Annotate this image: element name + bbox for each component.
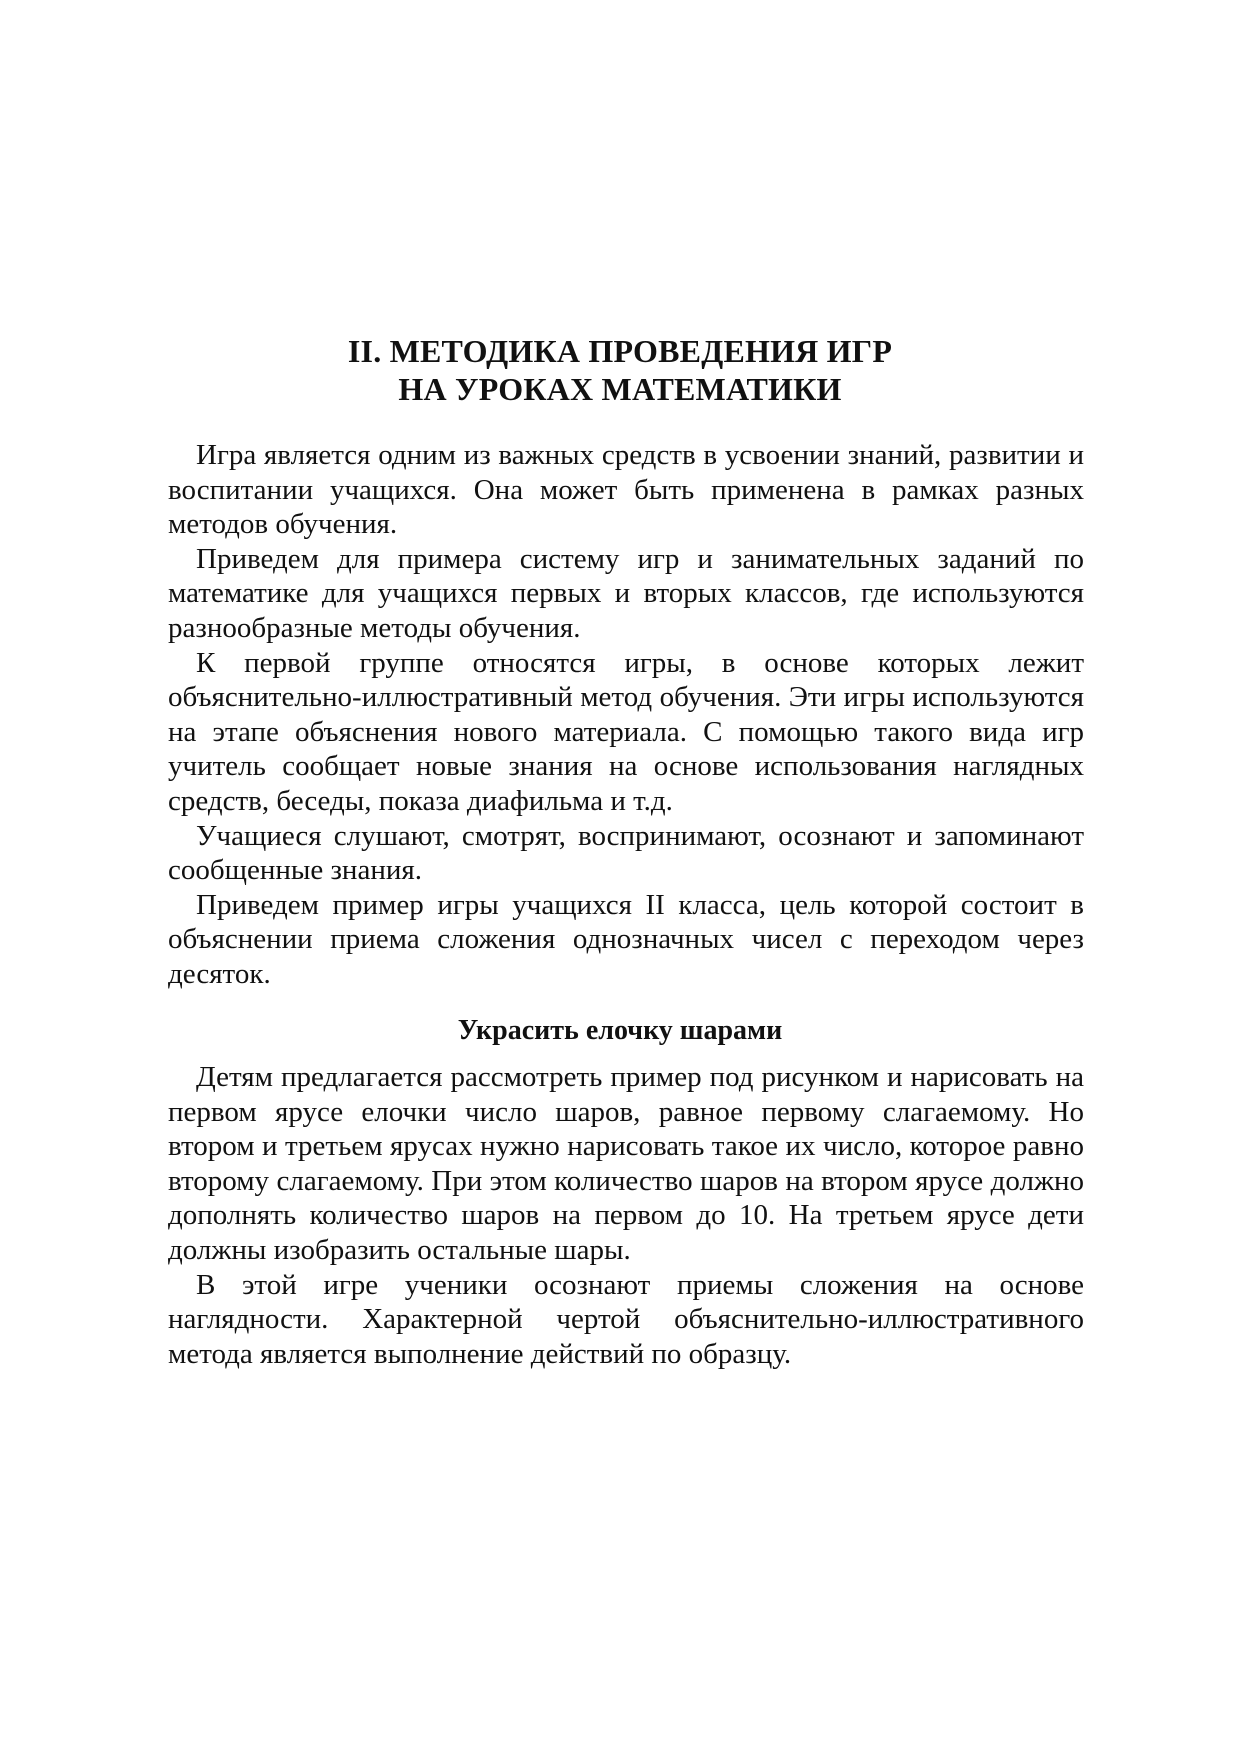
paragraph: Приведем для примера систему игр и занимательных заданий по математике для учащихся первых и вторых классов, где используются разнообразные методы обучения. xyxy=(168,542,1084,644)
paragraph: Детям предлагается рассмотреть пример под рисунком и нарисовать на первом ярусе елочки число шаров, равное первому слагаемому. Но втором и третьем ярусах нужно нарисовать такое их число, которое равно второму слагаемому. При этом количество шаров на втором ярусе должно дополнять количество шаров на первом до 10. На третьем ярусе дети должны изобразить остальные шары. xyxy=(168,1061,1084,1266)
paragraph: Игра является одним из важных средств в усвоении знаний, развитии и воспитании учащихся. Она может быть применена в рамках разных методов обучения. xyxy=(168,439,1084,541)
chapter-title-line-2: НА УРОКАХ МАТЕМАТИКИ xyxy=(398,371,842,407)
chapter-heading xyxy=(0,332,1240,408)
game-title: Украсить елочку шарами xyxy=(457,1015,783,1046)
paragraph: Приведем пример игры учащихся II класса, цель которой состоит в объяснении приема сложения однозначных чисел с переходом через десяток. xyxy=(168,888,1084,990)
game-section xyxy=(168,1060,1084,1371)
intro-section xyxy=(168,438,1084,992)
chapter-title-line-1: II. МЕТОДИКА ПРОВЕДЕНИЯ ИГР xyxy=(347,333,893,369)
paragraph: В этой игре ученики осознают приемы сложения на основе наглядности. Характерной чертой объяснительно-иллюстративного метода является выполнение действий по образцу. xyxy=(168,1268,1084,1370)
paragraph: Учащиеся слушают, смотрят, воспринимают, осознают и запоминают сообщенные знания. xyxy=(168,819,1084,887)
paragraph: К первой группе относятся игры, в основе которых лежит объяснительно-иллюстративный метод обучения. Эти игры используются на этапе объяснения нового материала. С помощью такого вида игр учитель сообщает новые знания на основе использования наглядных средств, беседы, показа диафильма и т.д. xyxy=(168,646,1084,817)
